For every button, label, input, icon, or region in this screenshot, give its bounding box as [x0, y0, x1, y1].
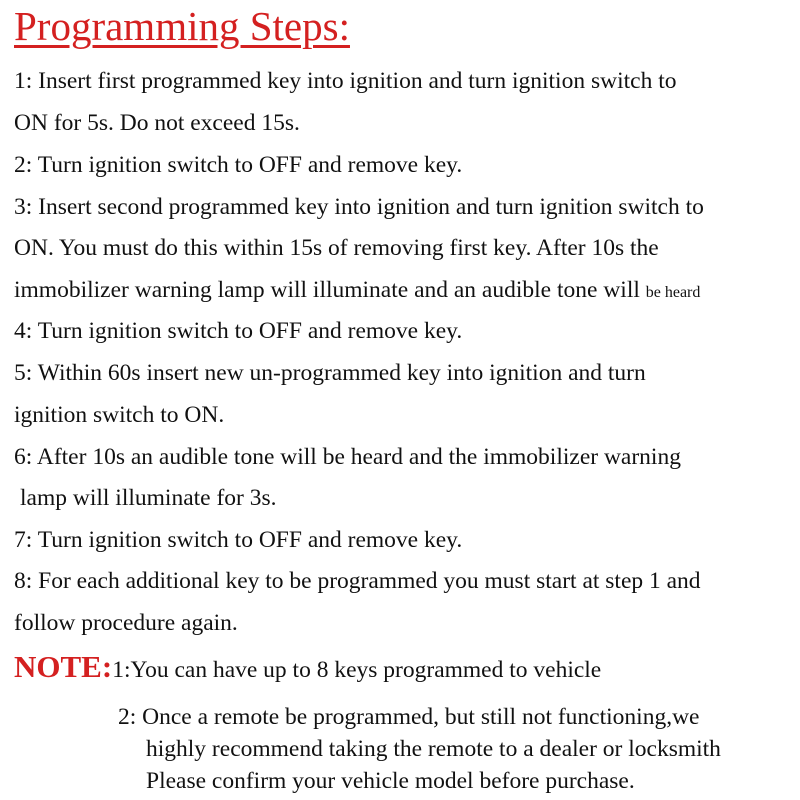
- step-7-line-1: 7: Turn ignition switch to OFF and remove key.: [14, 527, 463, 553]
- note-item-2-line-1: 2: Once a remote be programmed, but still not functioning,we: [118, 704, 700, 730]
- page-title: Programming Steps:: [14, 3, 350, 49]
- step-3-line-1: 3: Insert second programmed key into ignition and turn ignition switch to: [14, 194, 704, 220]
- step-3-line-3-text: immobilizer warning lamp will illuminate and an audible tone will: [14, 277, 640, 303]
- step-1-line-1: 1: Insert first programmed key into ignition and turn ignition switch to: [14, 68, 677, 94]
- note-item-2-line-2: highly recommend taking the remote to a dealer or locksmith: [146, 736, 721, 762]
- step-3-line-2: ON. You must do this within 15s of removing first key. After 10s the: [14, 235, 659, 261]
- step-6-line-1: 6: After 10s an audible tone will be heard and the immobilizer warning: [14, 444, 681, 470]
- note-item-2-line-3: Please confirm your vehicle model before purchase.: [146, 768, 635, 794]
- note-item-1: 1:You can have up to 8 keys programmed to vehicle: [112, 657, 602, 683]
- step-8-line-1: 8: For each additional key to be programmed you must start at step 1 and: [14, 568, 701, 594]
- step-2-line-1: 2: Turn ignition switch to OFF and remove key.: [14, 152, 463, 178]
- step-6-line-2: lamp will illuminate for 3s.: [20, 485, 277, 511]
- step-3-line-3: [14, 275, 700, 308]
- note-row: [14, 649, 602, 685]
- step-5-line-2: ignition switch to ON.: [14, 402, 225, 428]
- step-4-line-1: 4: Turn ignition switch to OFF and remove key.: [14, 318, 463, 344]
- note-label: NOTE:: [14, 649, 113, 684]
- step-1-line-2: ON for 5s. Do not exceed 15s.: [14, 110, 300, 136]
- step-8-line-2: follow procedure again.: [14, 610, 238, 636]
- step-5-line-1: 5: Within 60s insert new un-programmed key into ignition and turn: [14, 360, 646, 386]
- step-3-tail: be heard: [645, 284, 701, 301]
